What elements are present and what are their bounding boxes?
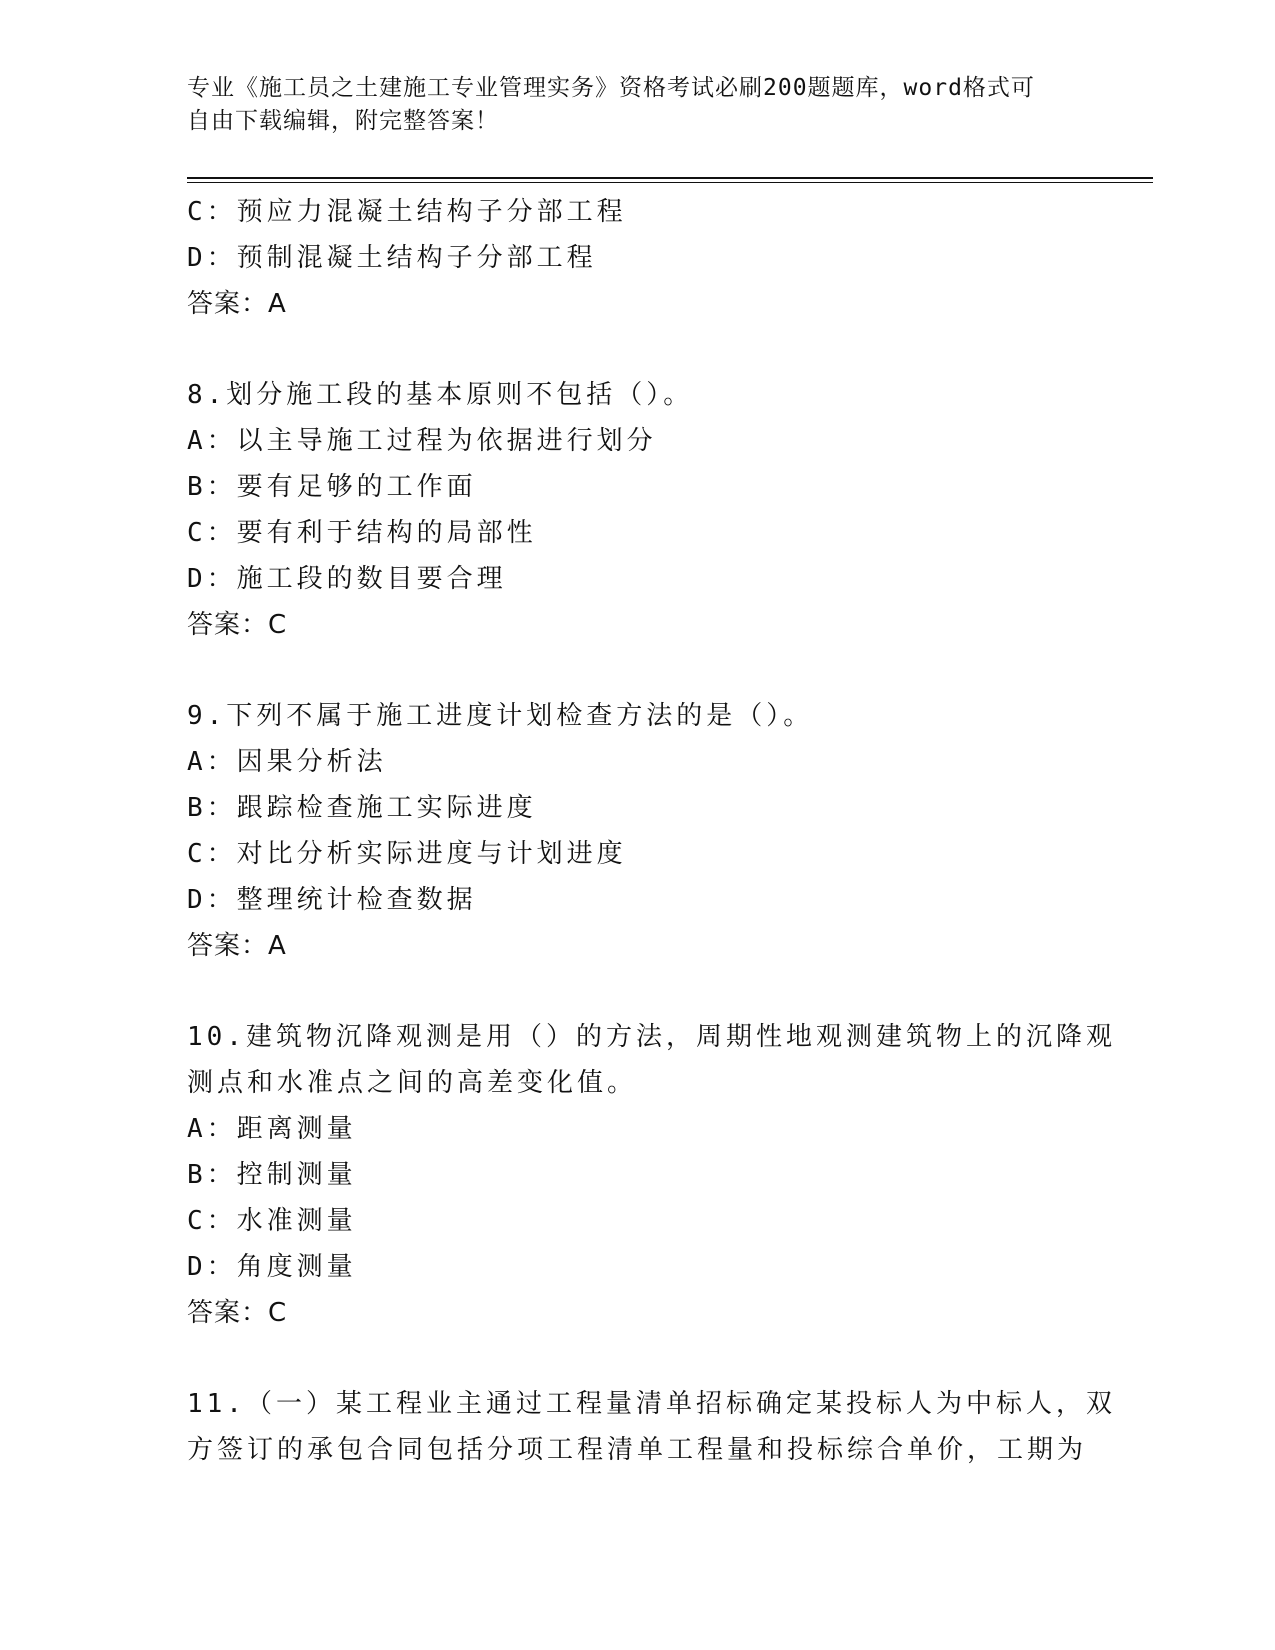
question-7-continued xyxy=(187,189,1087,327)
q9-stem: 9.下列不属于施工进度计划检查方法的是（）。 xyxy=(187,701,814,731)
q9-option-c: C：对比分析实际进度与计划进度 xyxy=(187,839,627,869)
question-8 xyxy=(187,372,1087,648)
q11-stem xyxy=(187,1381,1116,1473)
q9-answer: 答案：A xyxy=(187,931,287,961)
q8-option-c: C：要有利于结构的局部性 xyxy=(187,518,537,548)
q9-option-a: A：因果分析法 xyxy=(187,747,387,777)
question-10 xyxy=(187,1014,1116,1336)
header-divider-thin xyxy=(187,182,1153,183)
q11-stem-line-1: 11.（一）某工程业主通过工程量清单招标确定某投标人为中标人，双 xyxy=(187,1389,1116,1419)
q10-stem xyxy=(187,1014,1116,1106)
q8-option-b: B：要有足够的工作面 xyxy=(187,472,477,502)
question-list xyxy=(187,189,1116,1473)
q7-option-d: D：预制混凝土结构子分部工程 xyxy=(187,243,597,273)
header-line-2: 自由下载编辑，附完整答案！ xyxy=(187,108,499,134)
q9-option-d: D：整理统计检查数据 xyxy=(187,885,477,915)
q10-option-d: D：角度测量 xyxy=(187,1252,357,1282)
header-divider-thick xyxy=(187,177,1153,179)
q7-answer: 答案：A xyxy=(187,289,287,319)
question-9 xyxy=(187,693,1087,969)
spacer xyxy=(187,969,1087,1014)
q10-option-b: B：控制测量 xyxy=(187,1160,357,1190)
q8-answer: 答案：C xyxy=(187,610,288,640)
document-header xyxy=(187,72,1087,138)
spacer xyxy=(187,648,1087,693)
q9-option-b: B：跟踪检查施工实际进度 xyxy=(187,793,537,823)
q10-answer: 答案：C xyxy=(187,1298,288,1328)
q8-stem: 8.划分施工段的基本原则不包括（）。 xyxy=(187,380,694,410)
question-11 xyxy=(187,1381,1116,1473)
spacer xyxy=(187,1336,1087,1381)
q10-option-a: A：距离测量 xyxy=(187,1114,357,1144)
q7-option-c: C：预应力混凝土结构子分部工程 xyxy=(187,197,627,227)
header-line-1: 专业《施工员之土建施工专业管理实务》资格考试必刷200题题库，word格式可 xyxy=(187,75,1035,101)
q11-stem-line-2: 方签订的承包合同包括分项工程清单工程量和投标综合单价，工期为 xyxy=(187,1435,1088,1465)
q10-stem-line-1: 10.建筑物沉降观测是用（）的方法，周期性地观测建筑物上的沉降观 xyxy=(187,1022,1116,1052)
q8-option-a: A：以主导施工过程为依据进行划分 xyxy=(187,426,657,456)
q10-stem-line-2: 测点和水准点之间的高差变化值。 xyxy=(187,1068,638,1098)
q8-option-d: D：施工段的数目要合理 xyxy=(187,564,507,594)
q10-option-c: C：水准测量 xyxy=(187,1206,357,1236)
spacer xyxy=(187,327,1087,372)
